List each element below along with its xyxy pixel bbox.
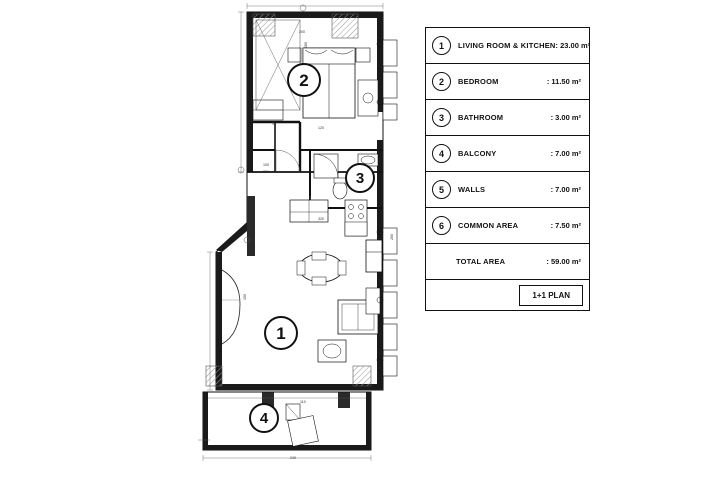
legend-number: 2 [432,72,451,91]
dimension-text: 260 [390,234,394,240]
legend-value: : 3.00 m² [550,113,581,122]
legend-number: 5 [432,180,451,199]
legend-value: : 23.00 m² [555,41,591,50]
legend-row [426,64,589,100]
legend-row [426,100,589,136]
dimension-text: 120 [318,126,324,130]
legend-label: LIVING ROOM & KITCHEN [458,41,556,50]
legend-label: COMMON AREA [458,221,519,230]
legend-row [426,172,589,208]
legend-number: 1 [432,36,451,55]
legend-number: 3 [432,108,451,127]
legend-row [426,208,589,244]
legend-value: : 11.50 m² [546,77,581,86]
dimension-text: 150 [243,294,247,300]
legend-number: 4 [432,144,451,163]
room-badge-bathroom: 3 [345,163,375,193]
dimension-text: 200 [299,30,305,34]
dimension-text: 280 [304,42,308,48]
legend-number: 6 [432,216,451,235]
plan-type-label: 1+1 PLAN [519,285,583,306]
dimension-text: 240 [290,456,296,460]
legend-total-value: : 59.00 m² [546,257,581,266]
room-badge-bedroom: 2 [287,63,321,97]
legend-value: : 7.00 m² [550,149,581,158]
legend-table [425,27,590,311]
legend-label: BALCONY [458,149,497,158]
legend-row [426,28,589,64]
dimension-text: 320 [318,217,324,221]
dimension-text: 220 [263,170,269,174]
legend-label: BATHROOM [458,113,504,122]
room-badge-living: 1 [264,316,298,350]
room-badge-balcony: 4 [249,403,279,433]
legend-label: WALLS [458,185,486,194]
dimension-text: 110 [300,400,306,404]
legend-total-row [426,244,589,280]
dimension-text: 90 [272,121,276,125]
plan-type-row [426,280,589,310]
dimension-text: 100 [263,163,269,167]
legend-row [426,136,589,172]
legend-label: BEDROOM [458,77,499,86]
legend-value: : 7.50 m² [550,221,581,230]
legend-value: : 7.00 m² [550,185,581,194]
legend-total-label: TOTAL AREA [456,257,506,266]
